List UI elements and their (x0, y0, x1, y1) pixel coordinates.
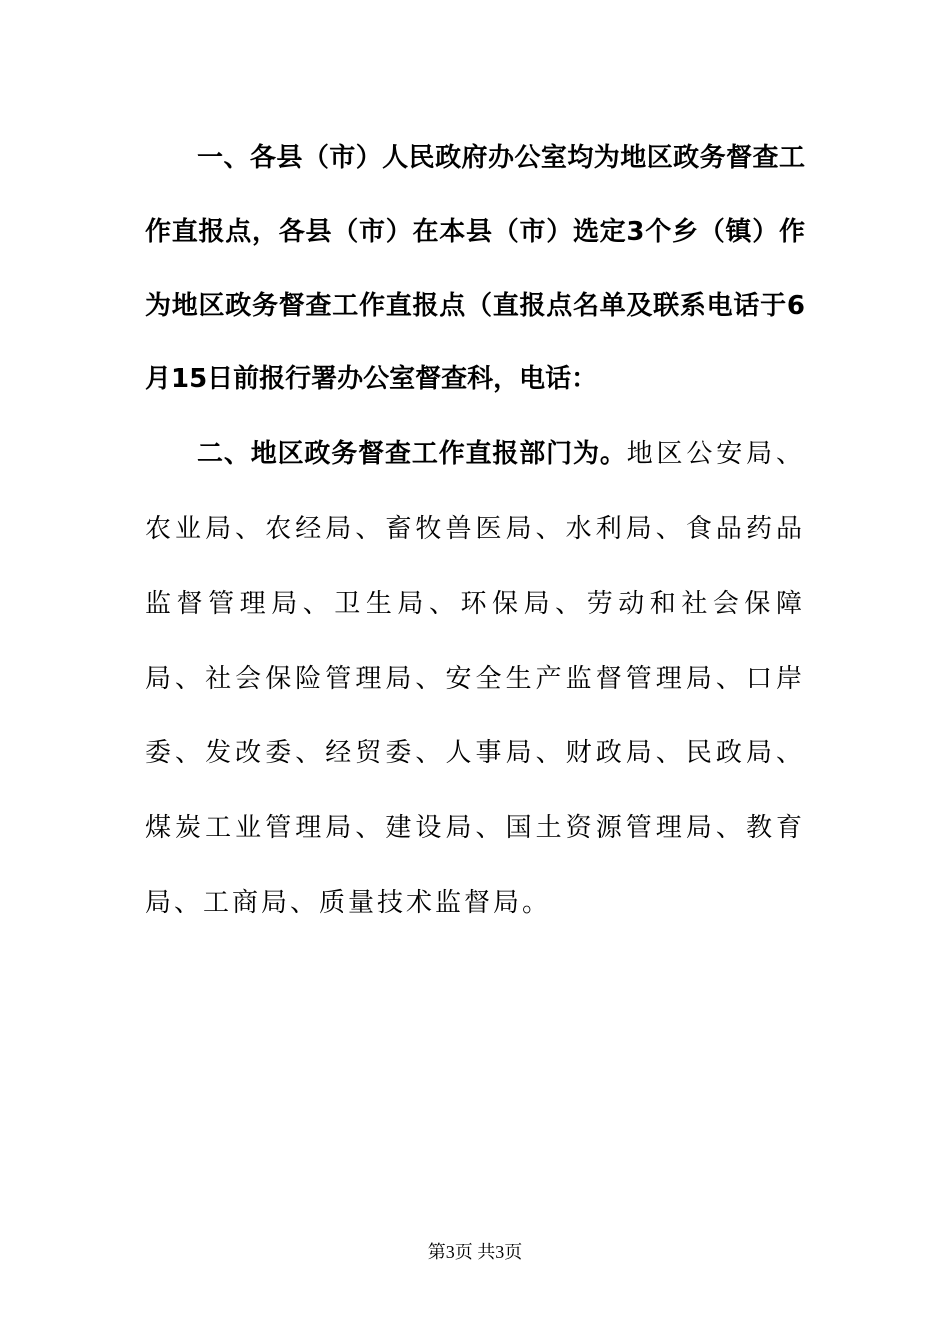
document-body (145, 122, 805, 941)
paragraph-2-text: 地区公安局、农业局、农经局、畜牧兽医局、水利局、食品药品监督管理局、卫生局、环保局、劳动和社会保障局、社会保险管理局、安全生产监督管理局、口岸委、发改委、经贸委、人事局、财政局、民政局、煤炭工业管理局、建设局、国土资源管理局、教育局、工商局、质量技术监督局。 (145, 439, 805, 918)
paragraph-2 (145, 417, 805, 941)
page-footer: 第3页 共3页 (427, 1242, 523, 1262)
paragraph-2-heading: 二、地区政务督查工作直报部门为。 (197, 439, 627, 470)
paragraph-1 (145, 122, 805, 417)
paragraph-1-text: 一、各县（市）人民政府办公室均为地区政务督查工作直报点，各县（市）在本县（市）选定3个乡（镇）作为地区政务督查工作直报点（直报点名单及联系电话于6月15日前报行署办公室督查科，电话： (145, 143, 805, 395)
